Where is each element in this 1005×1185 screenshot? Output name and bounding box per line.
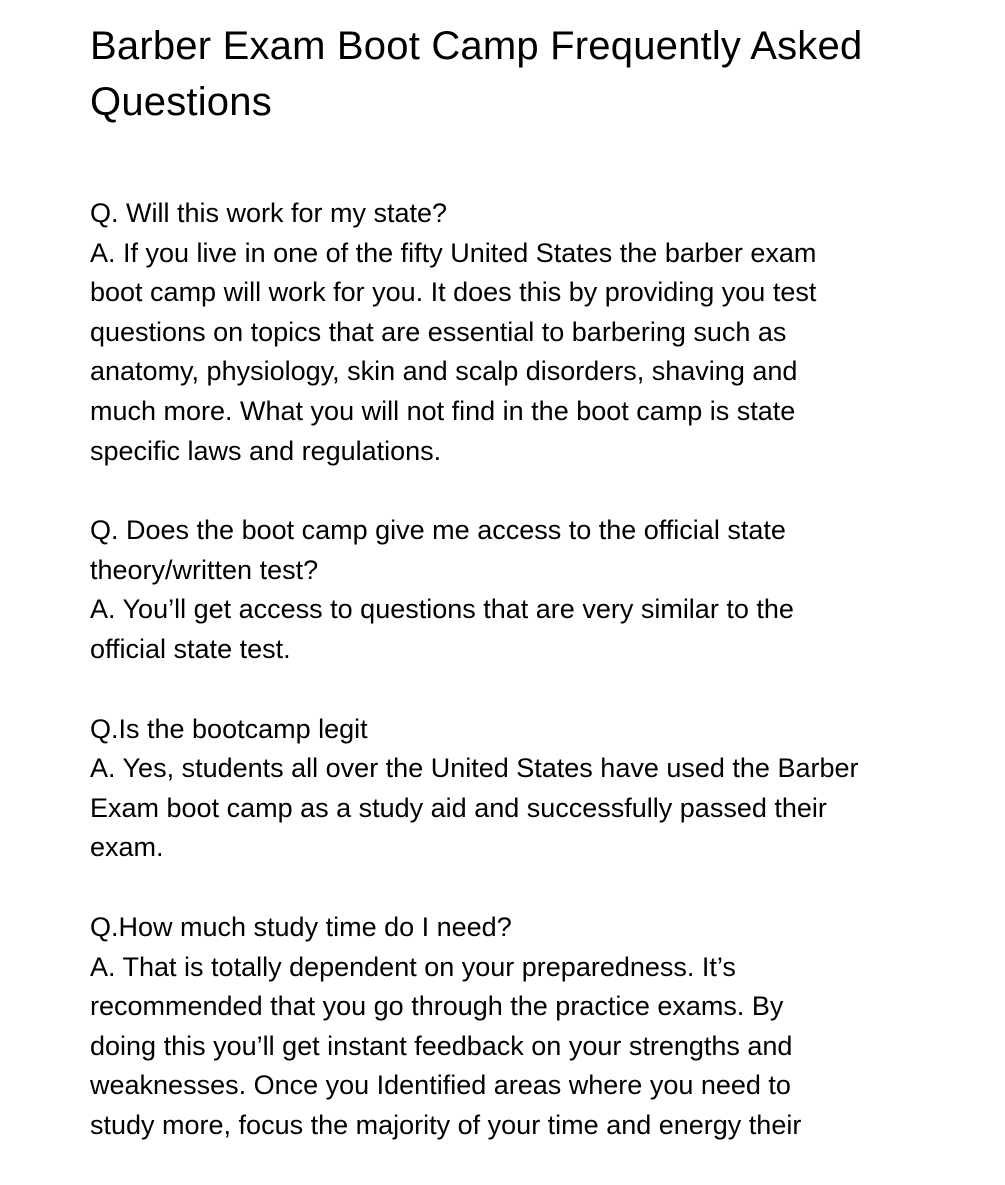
faq-item-state	[90, 194, 970, 471]
answer-text: A. That is totally dependent on your preparedness. It’s	[90, 951, 736, 982]
answer-text: questions on topics that are essential to barbering such as	[90, 316, 787, 347]
question-text: Q. Will this work for my state?	[90, 198, 448, 228]
faq-item-official-test	[90, 511, 970, 669]
title-line-1: Barber Exam Boot Camp Frequently Asked	[90, 24, 863, 68]
answer-text: A. Yes, students all over the United States have used the Barber	[90, 753, 859, 784]
answer-text: Exam boot camp as a study aid and successfully passed their	[90, 792, 827, 823]
faq-item-legit	[90, 710, 970, 868]
title-line-2: Questions	[90, 80, 272, 124]
question-text: theory/written test?	[90, 554, 319, 585]
question-text: Q. Does the boot camp give me access to the official state	[90, 515, 786, 546]
answer-text: doing this you’ll get instant feedback on your strengths and	[90, 1030, 793, 1061]
answer-text: official state test.	[90, 633, 291, 664]
document-page	[90, 18, 970, 1185]
page-title	[90, 18, 970, 130]
answer-text: study more, focus the majority of your time and energy their	[90, 1109, 802, 1140]
answer-text: A. If you live in one of the fifty United States the barber exam	[90, 237, 817, 268]
question-text: Q.How much study time do I need?	[90, 911, 512, 942]
answer-text: anatomy, physiology, skin and scalp disorders, shaving and	[90, 356, 798, 387]
answer-text: much more. What you will not find in the boot camp is state	[90, 395, 796, 426]
answer-text: recommended that you go through the practice exams. By	[90, 991, 784, 1022]
answer-text: boot camp will work for you. It does this by providing you test	[90, 277, 817, 308]
answer-text: weaknesses. Once you Identified areas where you need to	[90, 1070, 791, 1101]
question-text: Q.Is the bootcamp legit	[90, 713, 368, 744]
answer-text: A. You’ll get access to questions that are very similar to the	[90, 594, 794, 625]
faq-list	[90, 194, 970, 1145]
faq-item-study-time	[90, 908, 970, 1146]
answer-text: specific laws and regulations.	[90, 435, 442, 466]
answer-text: exam.	[90, 832, 164, 863]
